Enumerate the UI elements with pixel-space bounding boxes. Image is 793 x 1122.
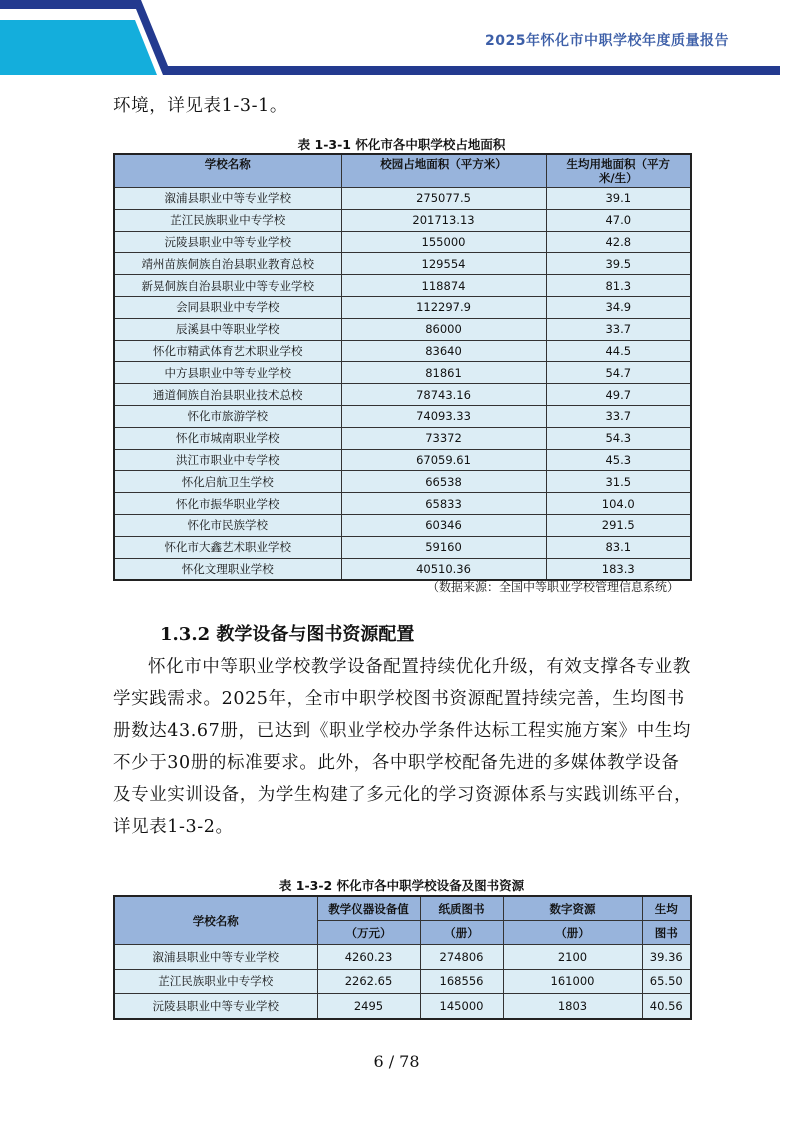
school-name-cell: 溆浦县职业中等专业学校 xyxy=(114,188,341,210)
column-header-unit: （册） xyxy=(420,921,503,945)
column-header: 数字资源 xyxy=(503,896,642,921)
value-cell: 81861 xyxy=(341,362,546,384)
section-heading: 1.3.2 教学设备与图书资源配置 xyxy=(160,624,415,645)
table-row xyxy=(114,493,691,515)
value-cell: 33.7 xyxy=(546,405,691,427)
value-cell: 47.0 xyxy=(546,209,691,231)
school-name-cell: 怀化文理职业学校 xyxy=(114,558,341,580)
value-cell: 86000 xyxy=(341,318,546,340)
school-name-cell: 会同县职业中专学校 xyxy=(114,296,341,318)
school-name-cell: 中方县职业中等专业学校 xyxy=(114,362,341,384)
value-cell: 66538 xyxy=(341,471,546,493)
value-cell: 33.7 xyxy=(546,318,691,340)
value-cell: 44.5 xyxy=(546,340,691,362)
value-cell: 161000 xyxy=(503,969,642,994)
value-cell: 168556 xyxy=(420,969,503,994)
column-header: 纸质图书 xyxy=(420,896,503,921)
data-source-note: （数据来源：全国中等职业学校管理信息系统） xyxy=(426,580,679,594)
value-cell: 65.50 xyxy=(642,969,691,994)
value-cell: 201713.13 xyxy=(341,209,546,231)
table-row xyxy=(114,558,691,580)
table2-caption: 表 1-3-2 怀化市各中职学校设备及图书资源 xyxy=(278,878,525,893)
school-name-cell: 沅陵县职业中等专业学校 xyxy=(114,994,317,1019)
value-cell: 78743.16 xyxy=(341,384,546,406)
value-cell: 183.3 xyxy=(546,558,691,580)
value-cell: 155000 xyxy=(341,231,546,253)
value-cell: 112297.9 xyxy=(341,296,546,318)
school-name-cell: 通道侗族自治县职业技术总校 xyxy=(114,384,341,406)
table-land-area xyxy=(113,153,692,581)
value-cell: 145000 xyxy=(420,994,503,1019)
value-cell: 59160 xyxy=(341,536,546,558)
school-name-cell: 怀化启航卫生学校 xyxy=(114,471,341,493)
table-row xyxy=(114,536,691,558)
school-name-cell: 芷江民族职业中专学校 xyxy=(114,209,341,231)
school-name-cell: 怀化市大鑫艺术职业学校 xyxy=(114,536,341,558)
page-header xyxy=(0,0,793,80)
school-name-cell: 怀化市城南职业学校 xyxy=(114,427,341,449)
table-row xyxy=(114,514,691,536)
school-name-cell: 新晃侗族自治县职业中等专业学校 xyxy=(114,275,341,297)
value-cell: 291.5 xyxy=(546,514,691,536)
school-name-cell: 怀化市旅游学校 xyxy=(114,405,341,427)
value-cell: 129554 xyxy=(341,253,546,275)
table-header-row xyxy=(114,154,691,188)
value-cell: 275077.5 xyxy=(341,188,546,210)
value-cell: 65833 xyxy=(341,493,546,515)
table-row xyxy=(114,275,691,297)
school-name-cell: 芷江民族职业中专学校 xyxy=(114,969,317,994)
table-row xyxy=(114,253,691,275)
table-row xyxy=(114,362,691,384)
value-cell: 1803 xyxy=(503,994,642,1019)
table-row xyxy=(114,427,691,449)
table-row xyxy=(114,449,691,471)
table1-caption: 表 1-3-1 怀化市各中职学校占地面积 xyxy=(297,137,506,152)
value-cell: 74093.33 xyxy=(341,405,546,427)
value-cell: 2262.65 xyxy=(317,969,420,994)
value-cell: 67059.61 xyxy=(341,449,546,471)
school-name-cell: 辰溪县中等职业学校 xyxy=(114,318,341,340)
school-name-cell: 洪江市职业中专学校 xyxy=(114,449,341,471)
school-name-cell: 沅陵县职业中等专业学校 xyxy=(114,231,341,253)
value-cell: 73372 xyxy=(341,427,546,449)
column-header-unit: 图书 xyxy=(642,921,691,945)
table-row xyxy=(114,296,691,318)
header-cyan-block xyxy=(0,20,157,75)
table-row xyxy=(114,969,691,994)
value-cell: 34.9 xyxy=(546,296,691,318)
value-cell: 83.1 xyxy=(546,536,691,558)
value-cell: 4260.23 xyxy=(317,945,420,970)
table-equipment-books xyxy=(113,895,692,1020)
school-name-cell: 怀化市精武体育艺术职业学校 xyxy=(114,340,341,362)
value-cell: 39.5 xyxy=(546,253,691,275)
school-name-cell: 怀化市振华职业学校 xyxy=(114,493,341,515)
column-header: 学校名称 xyxy=(114,896,317,945)
table-row xyxy=(114,209,691,231)
value-cell: 83640 xyxy=(341,340,546,362)
value-cell: 49.7 xyxy=(546,384,691,406)
table-row xyxy=(114,340,691,362)
table-row xyxy=(114,405,691,427)
value-cell: 42.8 xyxy=(546,231,691,253)
value-cell: 2495 xyxy=(317,994,420,1019)
column-header-unit: （册） xyxy=(503,921,642,945)
value-cell: 54.3 xyxy=(546,427,691,449)
column-header: 生均 xyxy=(642,896,691,921)
section-paragraph: 怀化市中等职业学校教学设备配置持续优化升级，有效支撑各专业教学实践需求。2025年，全市中职学校图书资源配置持续完善，生均图书册数达43.67册，已达到《职业学校办学条件达标工程实施方案》中生均不少于30册的标准要求。此外，各中职学校配备先进的多媒体教学设备及专业实训设备，为学生构建了多元化的学习资源体系与实践训练平台，详见表1-3-2。 xyxy=(113,657,693,837)
value-cell: 40.56 xyxy=(642,994,691,1019)
column-header: 教学仪器设备值 xyxy=(317,896,420,921)
school-name-cell: 靖州苗族侗族自治县职业教育总校 xyxy=(114,253,341,275)
column-header: 校园占地面积（平方米） xyxy=(341,154,546,188)
table-row xyxy=(114,384,691,406)
table-row xyxy=(114,994,691,1019)
table-row xyxy=(114,945,691,970)
table-row xyxy=(114,188,691,210)
value-cell: 60346 xyxy=(341,514,546,536)
value-cell: 104.0 xyxy=(546,493,691,515)
table-row xyxy=(114,471,691,493)
value-cell: 39.1 xyxy=(546,188,691,210)
table-row xyxy=(114,231,691,253)
value-cell: 274806 xyxy=(420,945,503,970)
school-name-cell: 溆浦县职业中等专业学校 xyxy=(114,945,317,970)
page-number: 6 / 78 xyxy=(373,1052,420,1071)
value-cell: 40510.36 xyxy=(341,558,546,580)
column-header: 生均用地面积（平方米/生） xyxy=(546,154,691,188)
table-row xyxy=(114,318,691,340)
value-cell: 54.7 xyxy=(546,362,691,384)
table-header-row xyxy=(114,896,691,921)
value-cell: 2100 xyxy=(503,945,642,970)
value-cell: 118874 xyxy=(341,275,546,297)
value-cell: 45.3 xyxy=(546,449,691,471)
column-header: 学校名称 xyxy=(114,154,341,188)
report-title: 2025年怀化市中职学校年度质量报告 xyxy=(485,33,729,49)
school-name-cell: 怀化市民族学校 xyxy=(114,514,341,536)
value-cell: 81.3 xyxy=(546,275,691,297)
value-cell: 39.36 xyxy=(642,945,691,970)
column-header-unit: （万元） xyxy=(317,921,420,945)
value-cell: 31.5 xyxy=(546,471,691,493)
intro-text: 环境，详见表1-3-1。 xyxy=(113,96,288,116)
